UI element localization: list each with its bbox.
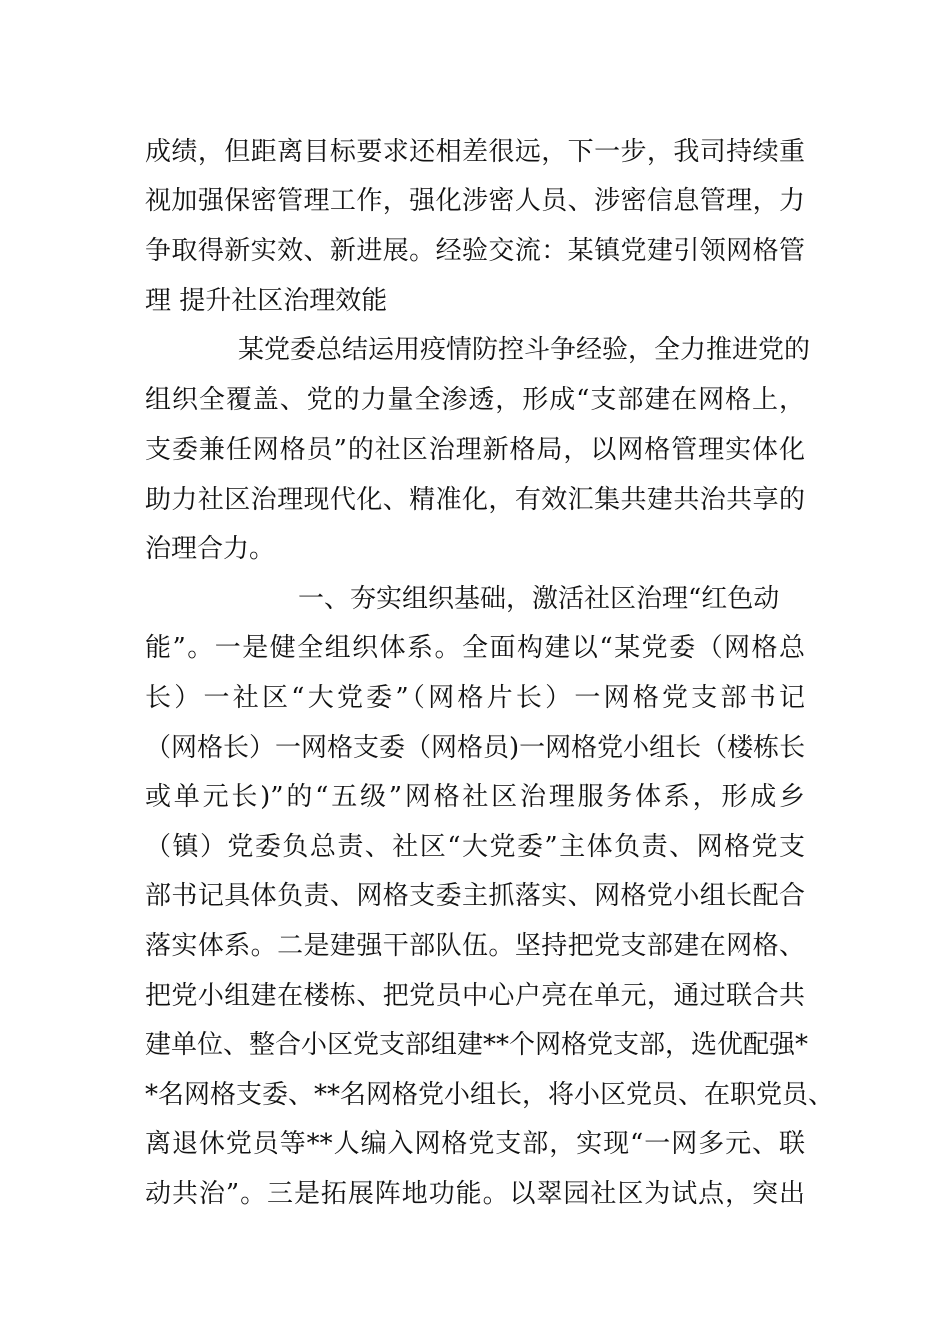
text-line-19: 建单位、整合小区党支部组建**个网格党支部，选优配强*: [145, 1030, 809, 1060]
text-line-2: 视加强保密管理工作，强化涉密人员、涉密信息管理，力: [145, 186, 805, 216]
text-line-1: 成绩，但距离目标要求还相差很远，下一步，我司持续重: [145, 137, 805, 167]
text-line-14: 或单元长)”的“五级”网格社区治理服务体系，形成乡: [145, 782, 805, 812]
text-line-6: 组织全覆盖、党的力量全渗透，形成“支部建在网格上，: [145, 385, 805, 415]
text-line-12: 长）一社区“大党委”（网格片长）一网格党支部书记: [145, 683, 805, 713]
paragraph-first-line: 某党委总结运用疫情防控斗争经验，全力推进党的: [238, 335, 811, 365]
text-line-20: *名网格支委、**名网格党小组长，将小区党员、在职党员、: [145, 1080, 835, 1110]
text-line-17: 落实体系。二是建强干部队伍。坚持把党支部建在网格、: [145, 931, 805, 961]
text-line-11: 能”。一是健全组织体系。全面构建以“某党委（网格总: [145, 633, 805, 663]
text-line-4: 理 提升社区治理效能: [145, 286, 388, 316]
text-line-7: 支委兼任网格员”的社区治理新格局，以网格管理实体化: [145, 435, 805, 465]
text-line-13: （网格长）一网格支委（网格员)一网格党小组长（楼栋长: [145, 733, 806, 763]
text-line-15: （镇）党委负总责、社区“大党委”主体负责、网格党支: [145, 832, 805, 862]
text-line-3: 争取得新实效、新进展。经验交流：某镇党建引领网格管: [145, 236, 805, 266]
text-line-9: 治理合力。: [145, 534, 276, 564]
text-line-16: 部书记具体负责、网格支委主抓落实、网格党小组长配合: [145, 881, 805, 911]
text-line-18: 把党小组建在楼栋、把党员中心户亮在单元，通过联合共: [145, 981, 805, 1011]
text-line-21: 离退休党员等**人编入网格党支部，实现“一网多元、联: [145, 1129, 805, 1159]
text-line-22: 动共治”。三是拓展阵地功能。以翠园社区为试点，突出: [145, 1179, 805, 1209]
text-line-8: 助力社区治理现代化、精准化，有效汇集共建共治共享的: [145, 485, 805, 515]
section-heading-line: 一、夯实组织基础，激活社区治理“红色动: [298, 584, 780, 614]
